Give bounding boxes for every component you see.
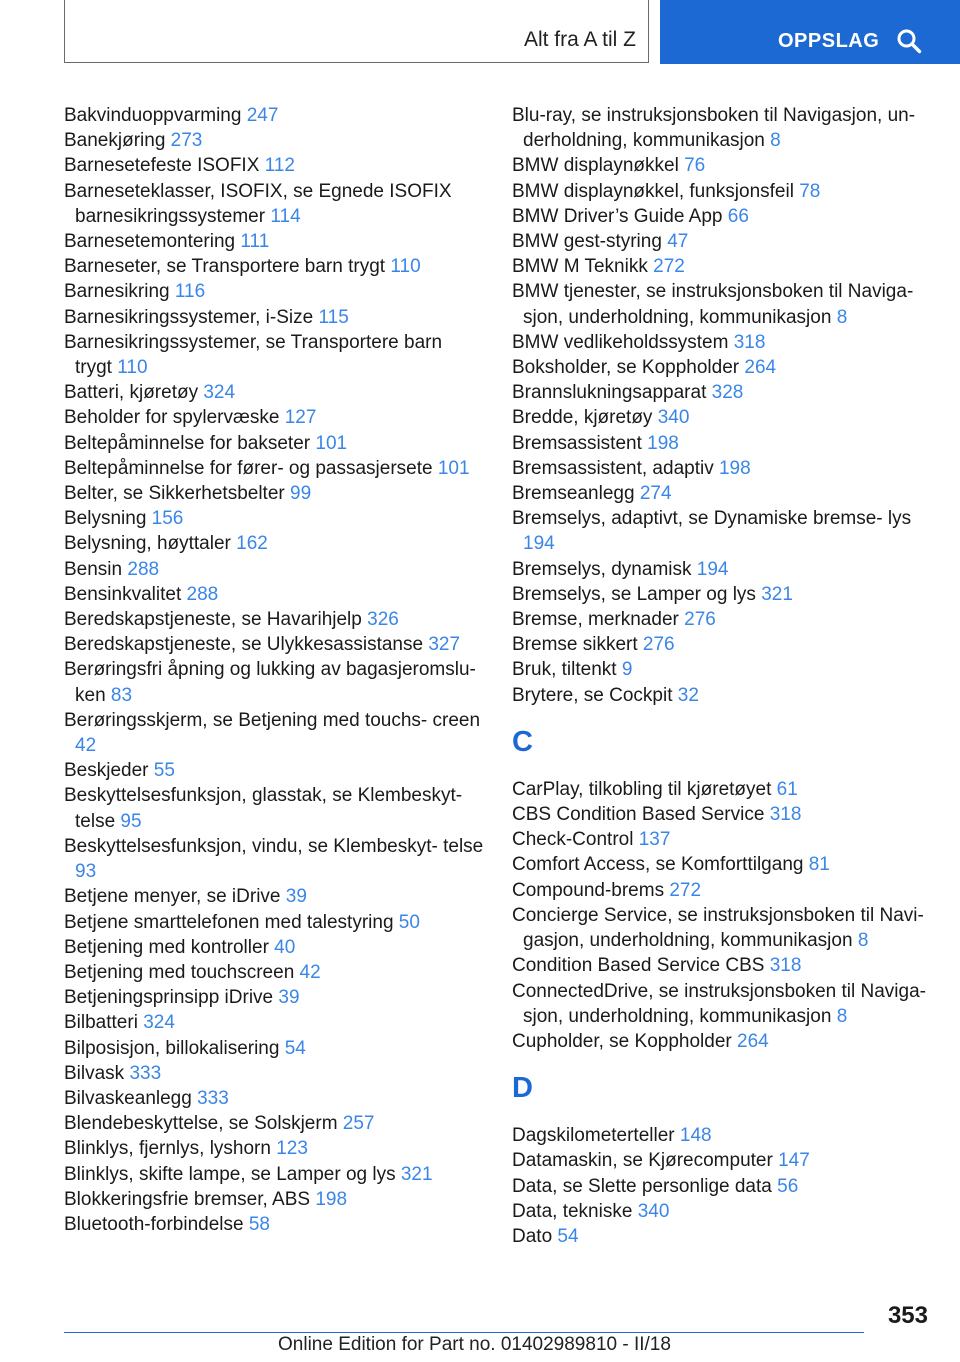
index-entry-text: Barnesikringssystemer, i-Size <box>64 306 314 328</box>
page-reference-link[interactable]: 327 <box>428 634 461 656</box>
index-entry <box>64 1061 484 1086</box>
index-entry-text: Concierge Service, se instruksjonsboken til Navi- gasjon, underholdning, kommunikasjon <box>512 904 924 952</box>
page-reference-link[interactable]: 42 <box>299 961 321 983</box>
index-entry-text: Barneseteklasser, ISOFIX, se Egnede ISOFIX barnesikringssystemer <box>64 180 452 227</box>
index-entry-text: Bredde, kjøretøy <box>512 407 653 429</box>
index-entry-text: Beskyttelsesfunksjon, vindu, se Klembeskyt- telse <box>64 835 484 857</box>
index-entry-text: Berøringsskjerm, se Betjening med touchs- creen <box>64 709 481 731</box>
index-entry <box>512 229 932 254</box>
index-entry-text: Belysning <box>64 508 147 530</box>
index-column-right <box>512 103 932 1249</box>
page-reference-link[interactable]: 272 <box>653 256 685 278</box>
index-entry-text: BMW Driver’s Guide App <box>512 205 723 227</box>
index-entry <box>64 1036 484 1061</box>
page-reference-link[interactable]: 8 <box>836 306 848 328</box>
index-entry-text: BMW displaynøkkel <box>512 155 679 177</box>
index-entry <box>64 1136 484 1161</box>
index-entry-text: Bluetooth-forbindelse <box>64 1213 244 1235</box>
page-reference-link[interactable]: 326 <box>367 609 399 631</box>
index-entry <box>512 953 932 978</box>
page-reference-link[interactable]: 76 <box>684 155 706 177</box>
page-reference-link[interactable]: 54 <box>284 1037 306 1059</box>
index-entry <box>64 431 484 456</box>
footer-edition: Online Edition for Part no. 01402989810 - II/18 <box>278 1334 671 1355</box>
index-entry <box>64 935 484 960</box>
page-reference-link[interactable]: 257 <box>342 1113 375 1135</box>
page-reference-link[interactable]: 83 <box>110 684 133 706</box>
index-entry-text: Bremselys, se Lamper og lys <box>512 583 756 605</box>
index-entry <box>64 607 484 632</box>
page-reference-link[interactable]: 32 <box>677 684 699 706</box>
index-entry <box>64 103 484 128</box>
page-reference-link[interactable]: 56 <box>777 1175 799 1197</box>
page-reference-link[interactable]: 340 <box>657 407 690 429</box>
page-reference-link[interactable]: 111 <box>240 231 270 253</box>
page-reference-link[interactable]: 333 <box>129 1062 162 1084</box>
page-reference-link[interactable]: 333 <box>197 1087 229 1109</box>
index-entry <box>64 960 484 985</box>
index-entry <box>64 1086 484 1111</box>
index-entry <box>64 708 484 758</box>
index-entry-text: Betjening med touchscreen <box>64 961 295 983</box>
index-entry-text: Bakvinduoppvarming <box>64 105 242 126</box>
oppslag-tab-label: OPPSLAG <box>778 30 880 52</box>
index-entry <box>64 632 484 657</box>
index-entry-text: Bremsassistent, adaptiv <box>512 457 714 479</box>
index-entry-text: Barnesikring <box>64 281 170 303</box>
page-reference-link[interactable]: 93 <box>75 861 97 883</box>
index-entry-text: Bilbatteri <box>64 1012 138 1034</box>
index-entry <box>512 355 932 380</box>
index-entry-text: Bremseanlegg <box>512 483 635 505</box>
page-reference-link[interactable]: 198 <box>718 457 751 479</box>
page-reference-link[interactable]: 276 <box>684 609 716 631</box>
page-reference-link[interactable]: 95 <box>120 810 142 832</box>
page-reference-link[interactable]: 194 <box>696 558 729 580</box>
index-entry <box>512 1174 932 1199</box>
page-reference-link[interactable]: 148 <box>679 1125 712 1147</box>
index-entry <box>512 903 932 953</box>
section-title-box <box>64 0 649 63</box>
page-reference-link[interactable]: 324 <box>143 1012 175 1034</box>
index-entry <box>64 405 484 430</box>
index-entry-text: Bremselys, adaptivt, se Dynamiske bremse- lys <box>512 508 912 530</box>
index-entry-text: Brytere, se Cockpit <box>512 684 673 706</box>
index-entry-text: BMW vedlikeholdssystem <box>512 331 729 353</box>
page-reference-link[interactable]: 50 <box>398 911 420 933</box>
index-entry-text: Beskjeder <box>64 760 149 782</box>
index-entry <box>512 827 932 852</box>
page-reference-link[interactable]: 110 <box>390 256 421 278</box>
index-entry <box>512 802 932 827</box>
page-reference-link[interactable]: 198 <box>647 432 679 454</box>
index-entry-text: Boksholder, se Koppholder <box>512 357 740 379</box>
index-list-b <box>512 103 932 708</box>
index-entry <box>512 204 932 229</box>
index-entry-text: Data, tekniske <box>512 1200 633 1222</box>
index-entry-text: Betjeningsprinsipp iDrive <box>64 987 274 1009</box>
page-reference-link[interactable]: 110 <box>117 357 148 379</box>
index-entry <box>64 884 484 909</box>
index-entry <box>64 834 484 884</box>
index-entry-text: Comfort Access, se Komforttilgang <box>512 854 804 876</box>
page-reference-link[interactable]: 147 <box>778 1150 810 1172</box>
index-entry-text: Datamaskin, se Kjørecomputer <box>512 1150 773 1172</box>
index-entry-text: Barnesikringssystemer, se Transportere barn trygt <box>64 331 443 379</box>
index-entry-text: Compound-brems <box>512 879 665 901</box>
footer-divider <box>64 1332 864 1333</box>
page-reference-link[interactable]: 58 <box>248 1213 270 1235</box>
page-reference-link[interactable]: 39 <box>278 987 300 1009</box>
index-entry <box>64 1162 484 1187</box>
page-reference-link[interactable]: 264 <box>744 357 777 379</box>
index-entry-text: Check-Control <box>512 829 634 851</box>
index-entry <box>512 1148 932 1173</box>
index-entry <box>64 985 484 1010</box>
index-entry <box>64 506 484 531</box>
page-reference-link[interactable]: 112 <box>264 155 295 177</box>
index-entry <box>64 531 484 556</box>
index-entry <box>64 557 484 582</box>
page-reference-link[interactable]: 47 <box>667 231 689 253</box>
index-list-c <box>512 777 932 1054</box>
index-entry <box>512 632 932 657</box>
page-reference-link[interactable]: 162 <box>236 533 268 555</box>
page-reference-link[interactable]: 137 <box>638 829 671 851</box>
section-letter-c: C <box>512 725 533 758</box>
page-reference-link[interactable]: 123 <box>276 1138 308 1160</box>
index-entry <box>64 305 484 330</box>
index-entry <box>64 380 484 405</box>
page-reference-link[interactable]: 115 <box>318 306 349 328</box>
index-entry <box>64 1111 484 1136</box>
index-entry-text: Bilposisjon, billokalisering <box>64 1037 280 1059</box>
page-reference-link[interactable]: 328 <box>711 382 744 404</box>
page-reference-link[interactable]: 101 <box>315 432 348 454</box>
index-entry <box>512 506 932 556</box>
page-reference-link[interactable]: 264 <box>737 1030 769 1052</box>
index-entry <box>512 330 932 355</box>
index-entry-text: Blinklys, skifte lampe, se Lamper og lys <box>64 1163 396 1185</box>
page-reference-link[interactable]: 9 <box>621 659 633 681</box>
index-entry-text: Beholder for spylervæske <box>64 407 280 429</box>
index-entry <box>512 456 932 481</box>
index-entry <box>512 1029 932 1054</box>
page-reference-link[interactable]: 198 <box>315 1188 348 1210</box>
index-entry-text: Betjene smarttelefonen med talestyring <box>64 911 394 933</box>
index-entry <box>64 254 484 279</box>
index-entry-text: Beredskapstjeneste, se Ulykkesassistanse <box>64 634 424 656</box>
page-header <box>0 0 960 66</box>
index-entry <box>512 481 932 506</box>
index-entry <box>512 657 932 682</box>
page-reference-link[interactable]: 99 <box>290 483 312 505</box>
index-entry-text: Bilvask <box>64 1062 125 1084</box>
index-entry-text: Bremse, merknader <box>512 609 679 631</box>
index-entry <box>512 405 932 430</box>
index-entry-text: CBS Condition Based Service <box>512 804 765 826</box>
index-entry-text: Bilvaskeanlegg <box>64 1087 192 1109</box>
index-entry <box>512 557 932 582</box>
index-entry-text: BMW tjenester, se instruksjonsboken til Naviga- sjon, underholdning, kommunikasjon <box>512 281 914 328</box>
index-entry <box>512 852 932 877</box>
index-entry-text: Beredskapstjeneste, se Havarihjelp <box>64 609 362 631</box>
index-entry-text: CarPlay, tilkobling til kjøretøyet <box>512 778 772 800</box>
page-reference-link[interactable]: 274 <box>639 483 672 505</box>
page-reference-link[interactable]: 276 <box>642 634 675 656</box>
page-reference-link[interactable]: 8 <box>770 130 781 152</box>
page-reference-link[interactable]: 194 <box>523 533 555 555</box>
index-entry-text: Blokkeringsfrie bremser, ABS <box>64 1188 311 1210</box>
index-entry-text: Bruk, tiltenkt <box>512 659 617 681</box>
page-reference-link[interactable]: 40 <box>274 936 296 958</box>
index-entry-text: Beltepåminnelse for fører- og passasjersete <box>64 457 433 479</box>
index-entry <box>64 279 484 304</box>
index-entry-text: Batteri, kjøretøy <box>64 382 199 404</box>
page-reference-link[interactable]: 55 <box>153 760 175 782</box>
page-reference-link[interactable]: 288 <box>127 558 160 580</box>
index-entry-text: Blu-ray, se instruksjonsboken til Navigasjon, un- derholdning, kommunikasjon <box>512 105 916 152</box>
page-reference-link[interactable]: 8 <box>857 930 869 952</box>
page-reference-link[interactable]: 321 <box>400 1163 433 1185</box>
index-entry-text: Bremse sikkert <box>512 634 638 656</box>
index-entry-text: Blinklys, fjernlys, lyshorn <box>64 1138 271 1160</box>
page-number: 353 <box>887 1302 928 1329</box>
index-entry-text: Dagskilometerteller <box>512 1125 675 1147</box>
index-entry-text: BMW displaynøkkel, funksjonsfeil <box>512 180 794 202</box>
page-reference-link[interactable]: 247 <box>246 105 279 126</box>
index-entry <box>64 1212 484 1237</box>
index-entry <box>512 1123 932 1148</box>
index-entry-text: Bremsassistent <box>512 432 642 454</box>
page-reference-link[interactable]: 318 <box>733 331 766 353</box>
index-entry-text: Beltepåminnelse for bakseter <box>64 432 311 454</box>
index-entry-text: Dato <box>512 1225 553 1247</box>
index-entry-text: Betjene menyer, se iDrive <box>64 886 281 908</box>
index-entry-text: BMW M Teknikk <box>512 256 648 278</box>
index-entry <box>512 1199 932 1224</box>
index-entry <box>512 431 932 456</box>
index-entry <box>64 128 484 153</box>
page-reference-link[interactable]: 321 <box>761 583 793 605</box>
index-entry <box>64 758 484 783</box>
page-reference-link[interactable]: 340 <box>637 1200 670 1222</box>
index-entry <box>512 1224 932 1249</box>
index-entry <box>64 582 484 607</box>
page-reference-link[interactable]: 156 <box>151 508 184 530</box>
page-reference-link[interactable]: 8 <box>836 1005 848 1027</box>
index-entry <box>512 103 932 153</box>
index-entry-text: Brannslukningsapparat <box>512 382 707 404</box>
index-entry <box>64 179 484 229</box>
index-entry-text: Bensin <box>64 558 123 580</box>
index-entry <box>64 153 484 178</box>
page-reference-link[interactable]: 78 <box>799 180 821 202</box>
index-entry <box>64 229 484 254</box>
index-entry <box>512 878 932 903</box>
index-entry-text: Betjening med kontroller <box>64 936 269 958</box>
page-reference-link[interactable]: 42 <box>75 735 97 757</box>
index-entry <box>512 254 932 279</box>
index-entry-text: Belter, se Sikkerhetsbelter <box>64 483 285 505</box>
index-entry <box>64 1010 484 1035</box>
index-column-left <box>64 103 484 1237</box>
index-entry-text: Bremselys, dynamisk <box>512 558 692 580</box>
page-reference-link[interactable]: 114 <box>270 205 301 227</box>
index-list-d <box>512 1123 932 1249</box>
index-entry-text: ConnectedDrive, se instruksjonsboken til Naviga- sjon, underholdning, kommunikasjon <box>512 980 926 1027</box>
search-icon <box>896 28 922 54</box>
index-entry <box>512 380 932 405</box>
page-reference-link[interactable]: 61 <box>776 778 798 800</box>
index-entry <box>512 582 932 607</box>
index-entry <box>64 481 484 506</box>
index-entry-text: Berøringsfri åpning og lukking av bagasjeromslu- ken <box>64 659 476 706</box>
index-entry-text: Belysning, høyttaler <box>64 533 231 555</box>
index-entry-text: Barnesetemontering <box>64 231 236 253</box>
page-reference-link[interactable]: 81 <box>808 854 830 876</box>
index-entry-text: BMW gest-styring <box>512 231 662 253</box>
index-entry <box>64 456 484 481</box>
page-reference-link[interactable]: 324 <box>203 382 236 404</box>
page-reference-link[interactable]: 127 <box>284 407 317 429</box>
page-reference-link[interactable]: 39 <box>285 886 307 908</box>
index-entry <box>64 910 484 935</box>
index-entry-text: Condition Based Service CBS <box>512 955 765 977</box>
index-entry-text: Barneseter, se Transportere barn trygt <box>64 256 386 278</box>
page-reference-link[interactable]: 116 <box>174 281 206 303</box>
index-entry <box>64 657 484 707</box>
index-entry <box>512 979 932 1029</box>
index-entry <box>512 683 932 708</box>
page-reference-link[interactable]: 288 <box>186 583 219 605</box>
index-entry-text: Barnesetefeste ISOFIX <box>64 155 260 177</box>
index-entry <box>64 783 484 833</box>
page-reference-link[interactable]: 272 <box>669 879 702 901</box>
page-reference-link[interactable]: 101 <box>437 457 470 479</box>
index-entry-text: Cupholder, se Koppholder <box>512 1030 732 1052</box>
index-entry <box>512 279 932 329</box>
section-letter-d: D <box>512 1072 533 1105</box>
index-entry-text: Blendebeskyttelse, se Solskjerm <box>64 1113 338 1135</box>
index-entry <box>512 153 932 178</box>
page-reference-link[interactable]: 318 <box>769 955 802 977</box>
index-entry-text: Beskyttelsesfunksjon, glasstak, se Klembeskyt- telse <box>64 785 463 832</box>
index-entry-text: Data, se Slette personlige data <box>512 1175 772 1197</box>
index-entry-text: Banekjøring <box>64 130 166 152</box>
index-entry <box>512 607 932 632</box>
index-entry <box>512 179 932 204</box>
page-reference-link[interactable]: 66 <box>727 205 749 227</box>
index-entry <box>512 777 932 802</box>
index-entry <box>64 1187 484 1212</box>
page-reference-link[interactable]: 54 <box>557 1225 579 1247</box>
page-reference-link[interactable]: 273 <box>170 130 203 152</box>
page-reference-link[interactable]: 318 <box>769 804 802 826</box>
index-entry <box>64 330 484 380</box>
index-entry-text: Bensinkvalitet <box>64 583 182 605</box>
section-title: Alt fra A til Z <box>523 28 636 51</box>
oppslag-tab[interactable] <box>660 0 960 64</box>
